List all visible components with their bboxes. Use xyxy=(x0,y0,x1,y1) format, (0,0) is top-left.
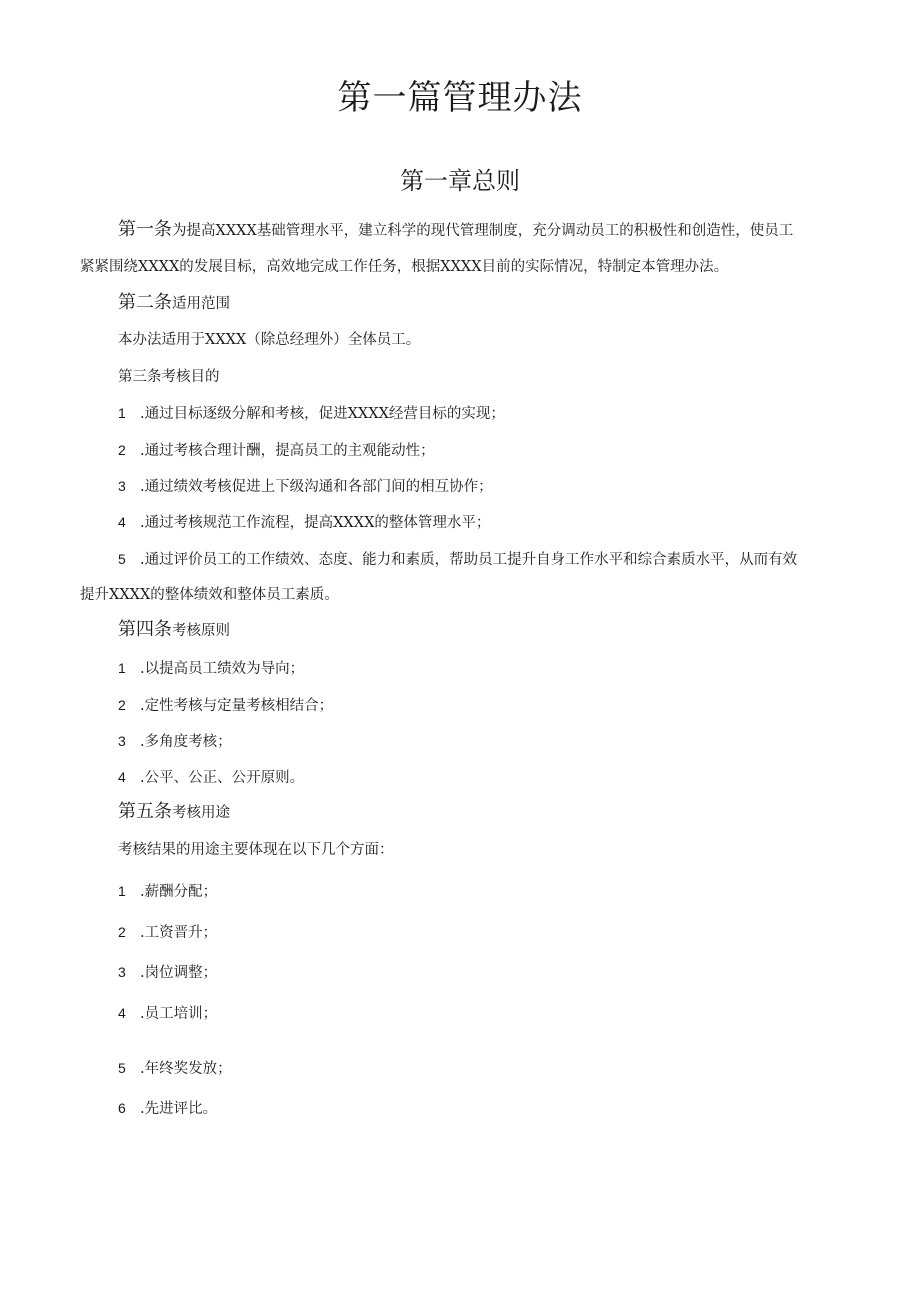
list-item xyxy=(118,440,888,461)
list-item-number: 6 xyxy=(118,1100,126,1116)
list-item xyxy=(118,658,888,679)
list-item-text: .通过考核合理计酬，提高员工的主观能动性； xyxy=(140,443,435,459)
list-item-continuation: 提升XXXX的整体绩效和整体员工素质。 xyxy=(80,587,339,603)
list-item xyxy=(118,1003,888,1024)
article-4-title: 考核原则 xyxy=(172,623,230,639)
document-title: 第一篇管理办法 xyxy=(337,78,583,118)
article-2-label: 第二条 xyxy=(118,292,172,313)
list-item-number: 3 xyxy=(118,478,126,494)
list-item-text: .以提高员工绩效为导向； xyxy=(140,661,305,677)
list-item xyxy=(118,1058,888,1079)
list-item xyxy=(118,549,888,570)
list-item xyxy=(118,962,888,983)
article-4-label: 第四条 xyxy=(118,619,172,640)
list-item xyxy=(118,881,888,902)
article-1-line-1 xyxy=(118,220,888,241)
list-item-text: .通过评价员工的工作绩效、态度、能力和素质，帮助员工提升自身工作水平和综合素质水平，从而有效 xyxy=(140,552,798,568)
list-item-text: .通过目标逐级分解和考核，促进XXXX经营目标的实现； xyxy=(140,406,505,422)
list-item-number: 2 xyxy=(118,442,126,458)
list-item-text: .岗位调整； xyxy=(140,965,218,981)
list-item-number: 3 xyxy=(118,964,126,980)
list-item-text: .员工培训； xyxy=(140,1006,218,1022)
list-item xyxy=(118,767,888,788)
list-item xyxy=(118,476,888,497)
list-item-text: .定性考核与定量考核相结合； xyxy=(140,698,334,714)
list-item-text: .薪酬分配； xyxy=(140,884,218,900)
list-item-number: 4 xyxy=(118,514,126,530)
list-item-number: 1 xyxy=(118,883,126,899)
list-item-number: 1 xyxy=(118,405,126,421)
list-item-number: 4 xyxy=(118,769,126,785)
article-1-line-2: 紧紧围绕XXXX的发展目标，高效地完成工作任务，根据XXXX目前的实际情况，特制定本管理办法。 xyxy=(80,259,729,275)
list-item-number: 4 xyxy=(118,1005,126,1021)
list-item xyxy=(118,695,888,716)
article-5-title: 考核用途 xyxy=(172,805,230,821)
list-item-number: 3 xyxy=(118,733,126,749)
article-4-heading xyxy=(118,620,888,641)
list-item-text: .通过考核规范工作流程，提高XXXX的整体管理水平； xyxy=(140,515,491,531)
list-item xyxy=(118,512,888,533)
list-item-number: 5 xyxy=(118,1060,126,1076)
list-item-number: 1 xyxy=(118,660,126,676)
article-5-heading xyxy=(118,802,888,823)
chapter-heading: 第一章总则 xyxy=(400,167,520,195)
list-item xyxy=(118,1098,888,1119)
list-item xyxy=(118,922,888,943)
list-item-number: 2 xyxy=(118,697,126,713)
article-5-label: 第五条 xyxy=(118,801,172,822)
list-item xyxy=(118,403,888,424)
article-2-text: 本办法适用于XXXX（除总经理外）全体员工。 xyxy=(118,332,421,348)
article-3-heading: 第三条考核目的 xyxy=(118,369,220,385)
article-2-heading xyxy=(118,293,888,314)
list-item-text: .先进评比。 xyxy=(140,1101,218,1117)
list-item-text: .公平、公正、公开原则。 xyxy=(140,770,305,786)
list-item xyxy=(118,731,888,752)
article-1-label: 第一条 xyxy=(118,219,172,240)
list-item-text: .工资晋升； xyxy=(140,925,218,941)
article-5-intro: 考核结果的用途主要体现在以下几个方面： xyxy=(118,842,394,858)
list-item-text: .年终奖发放； xyxy=(140,1061,232,1077)
list-item-number: 5 xyxy=(118,551,126,567)
list-item-text: .通过绩效考核促进上下级沟通和各部门间的相互协作； xyxy=(140,479,493,495)
list-item-text: .多角度考核； xyxy=(140,734,232,750)
article-1-text-1: 为提高XXXX基础管理水平，建立科学的现代管理制度，充分调动员工的积极性和创造性，使员工 xyxy=(172,223,794,239)
article-2-title: 适用范围 xyxy=(172,296,230,312)
list-item-number: 2 xyxy=(118,924,126,940)
